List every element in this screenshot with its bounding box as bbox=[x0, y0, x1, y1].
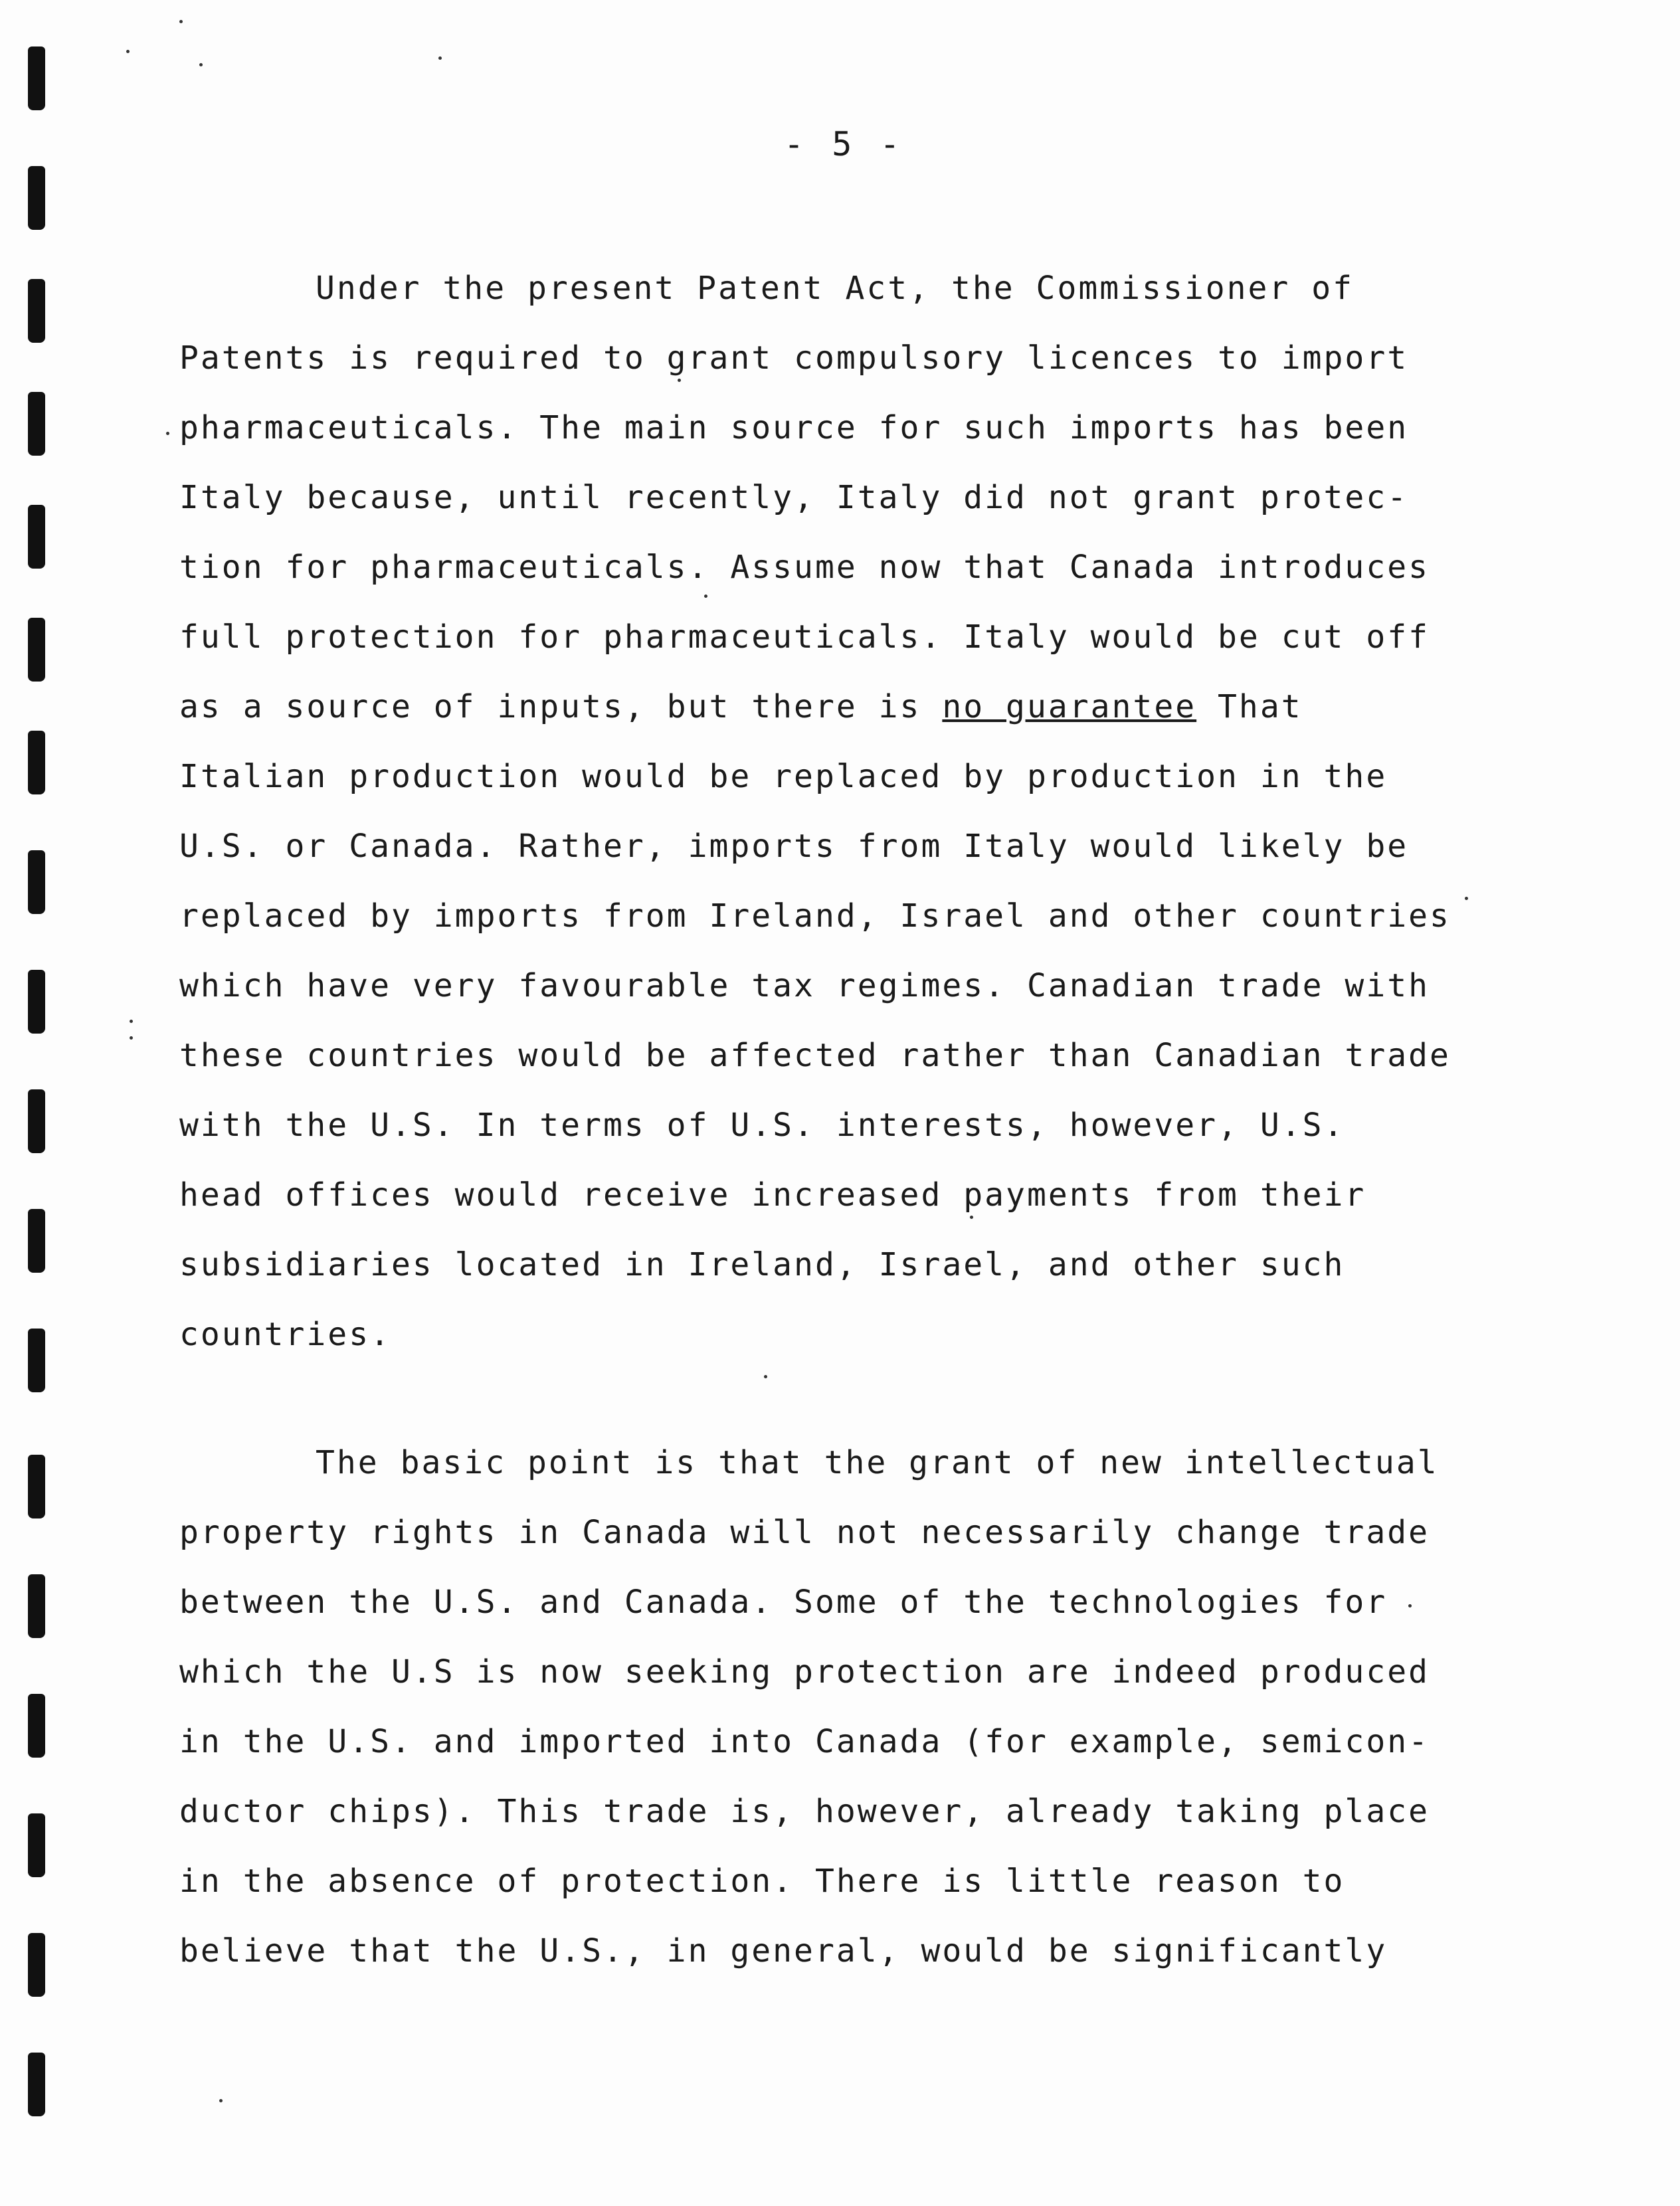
text-segment: That bbox=[1196, 688, 1303, 725]
text-line: full protection for pharmaceuticals. Italy would be cut off bbox=[179, 618, 1430, 656]
binding-mark bbox=[28, 970, 45, 1034]
page-number: - 5 - bbox=[784, 125, 904, 163]
scan-speck bbox=[130, 1020, 133, 1023]
binding-mark bbox=[28, 2053, 45, 2116]
binding-holes bbox=[28, 40, 54, 2179]
text-segment: as a source of inputs, but there is bbox=[179, 688, 943, 725]
text-line: pharmaceuticals. The main source for such imports has been bbox=[179, 409, 1409, 446]
scan-speck bbox=[199, 63, 203, 66]
binding-mark bbox=[28, 279, 45, 343]
text-line: Under the present Patent Act, the Commissioner of bbox=[316, 270, 1354, 307]
scan-speck bbox=[179, 20, 183, 23]
text-line: Italy because, until recently, Italy did not grant protec- bbox=[179, 479, 1409, 516]
text-line: Patents is required to grant compulsory licences to import bbox=[179, 339, 1409, 377]
binding-mark bbox=[28, 731, 45, 794]
underlined-phrase: no guarantee bbox=[942, 688, 1197, 725]
text-line: replaced by imports from Ireland, Israel and other countries bbox=[179, 897, 1451, 935]
text-line: head offices would receive increased payments from their bbox=[179, 1176, 1366, 1214]
scan-speck bbox=[764, 1375, 767, 1378]
binding-mark bbox=[28, 1089, 45, 1153]
scan-speck bbox=[438, 56, 442, 60]
binding-mark bbox=[28, 850, 45, 914]
scan-speck bbox=[166, 432, 169, 435]
binding-mark bbox=[28, 505, 45, 569]
text-line-with-underline bbox=[179, 672, 1541, 742]
text-line: believe that the U.S., in general, would be significantly bbox=[179, 1932, 1388, 1970]
text-line: which have very favourable tax regimes. Canadian trade with bbox=[179, 967, 1430, 1004]
text-line: Italian production would be replaced by production in the bbox=[179, 758, 1388, 795]
binding-mark bbox=[28, 618, 45, 682]
scan-speck bbox=[126, 50, 130, 53]
paragraph-1 bbox=[179, 254, 1541, 1370]
binding-mark bbox=[28, 46, 45, 110]
binding-mark bbox=[28, 1209, 45, 1273]
binding-mark bbox=[28, 1455, 45, 1518]
text-line: tion for pharmaceuticals. Assume now that Canada introduces bbox=[179, 549, 1430, 586]
binding-mark bbox=[28, 166, 45, 230]
binding-mark bbox=[28, 1933, 45, 1997]
text-line: these countries would be affected rather than Canadian trade bbox=[179, 1037, 1451, 1074]
binding-mark bbox=[28, 392, 45, 456]
text-line: between the U.S. and Canada. Some of the technologies for bbox=[179, 1584, 1388, 1621]
text-line: countries. bbox=[179, 1316, 391, 1353]
binding-mark bbox=[28, 1329, 45, 1392]
text-line: U.S. or Canada. Rather, imports from Italy would likely be bbox=[179, 828, 1409, 865]
binding-mark bbox=[28, 1574, 45, 1638]
text-line: which the U.S is now seeking protection are indeed produced bbox=[179, 1653, 1430, 1691]
scan-speck bbox=[130, 1036, 133, 1040]
text-line: subsidiaries located in Ireland, Israel, and other such bbox=[179, 1246, 1345, 1283]
scan-speck bbox=[219, 2099, 223, 2102]
text-line: ductor chips). This trade is, however, already taking place bbox=[179, 1793, 1430, 1830]
binding-mark bbox=[28, 1694, 45, 1758]
text-line: in the U.S. and imported into Canada (for example, semicon- bbox=[179, 1723, 1430, 1760]
text-line: The basic point is that the grant of new intellectual bbox=[316, 1444, 1439, 1481]
text-line: with the U.S. In terms of U.S. interests, however, U.S. bbox=[179, 1107, 1345, 1144]
text-line: in the absence of protection. There is little reason to bbox=[179, 1863, 1345, 1900]
text-line: property rights in Canada will not necessarily change trade bbox=[179, 1514, 1430, 1551]
binding-mark bbox=[28, 1813, 45, 1877]
paragraph-2 bbox=[179, 1428, 1541, 1986]
